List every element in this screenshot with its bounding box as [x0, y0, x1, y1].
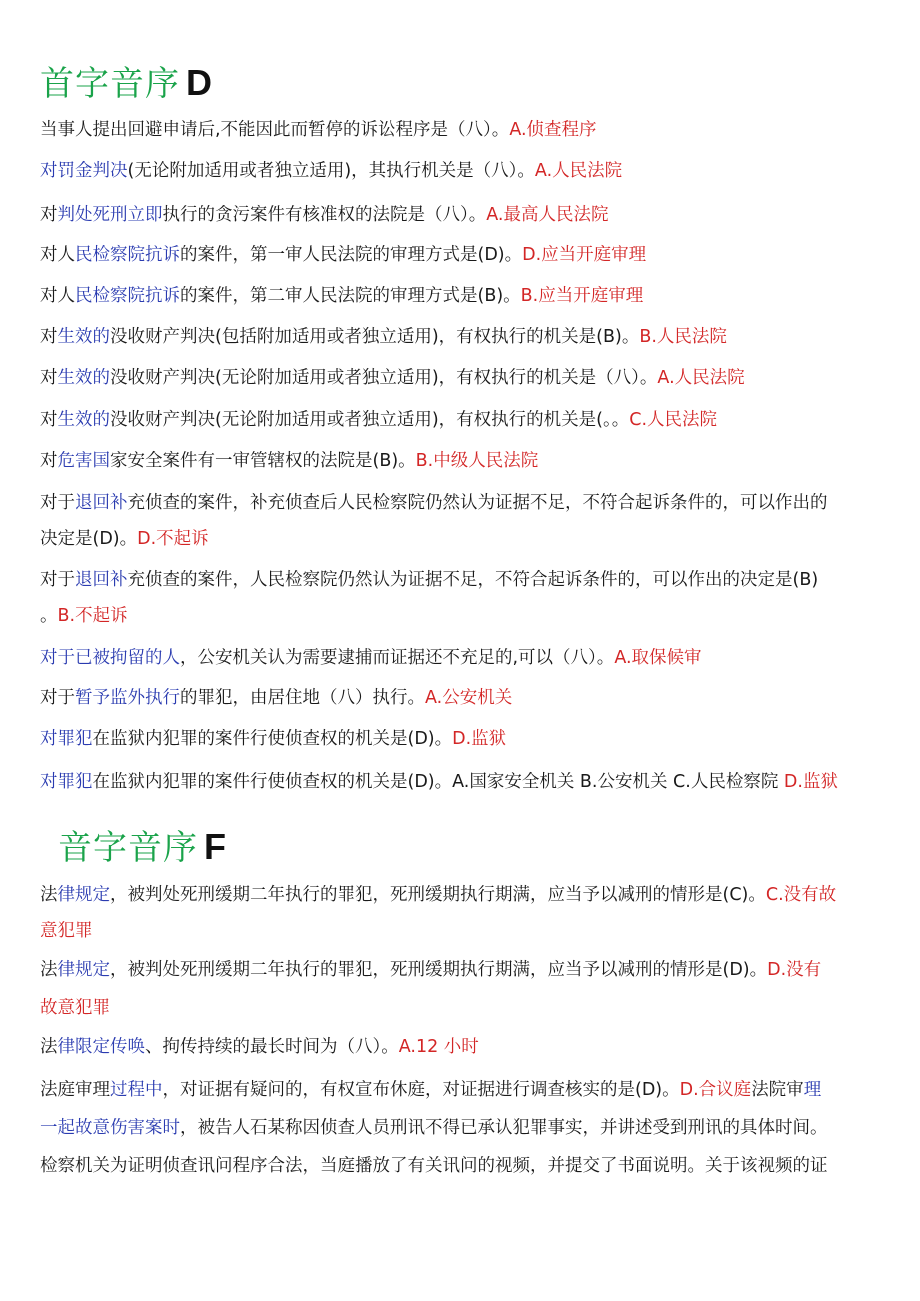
keyword-text: 生效的 [57, 368, 110, 388]
question-line [40, 920, 93, 942]
answer-text: C.人民法院 [629, 410, 718, 430]
keyword-text: 生效的 [57, 410, 110, 430]
answer-text: A.侦查程序 [509, 120, 597, 140]
question-line [40, 1117, 828, 1139]
section-heading-f [58, 820, 227, 869]
keyword-text: 一起故意伤害案时 [40, 1118, 180, 1138]
answer-text: D.不起诉 [137, 529, 209, 549]
question-line [40, 528, 209, 550]
keyword-text: 过程中 [110, 1080, 163, 1100]
question-line [40, 647, 702, 669]
question-text: 的罪犯，由居住地（八）执行。 [180, 688, 425, 708]
question-line [40, 285, 643, 307]
keyword-text: 民检察院抗诉 [75, 286, 180, 306]
question-line [40, 569, 818, 591]
answer-text: B.不起诉 [57, 606, 128, 626]
question-line [40, 1155, 828, 1177]
answer-text: 意犯罪 [40, 921, 93, 941]
question-text: 法庭审理 [40, 1080, 110, 1100]
question-line [40, 160, 622, 182]
question-text: 对人 [40, 286, 75, 306]
question-text: 的案件，第二审人民法院的审理方式是(B)。 [180, 286, 521, 306]
section-letter: D [186, 62, 213, 103]
section-heading-d [40, 56, 213, 105]
question-text: 的案件，第一审人民法院的审理方式是(D)。 [180, 245, 523, 265]
question-text: 对 [40, 368, 58, 388]
question-text: 对于 [40, 688, 75, 708]
answer-text: A.人民法院 [657, 368, 745, 388]
question-line [40, 959, 821, 981]
question-line [40, 687, 512, 709]
question-text: ，被判处死刑缓期二年执行的罪犯，死刑缓期执行期满，应当予以减刑的情形是(C)。 [110, 885, 766, 905]
question-text: 当事人提出回避申请后,不能因此而暂停的诉讼程序是（八）。 [40, 120, 510, 140]
question-line [40, 884, 836, 906]
question-text: 法 [40, 960, 58, 980]
section-title: 首字音序 [40, 64, 180, 104]
question-text: 没收财产判决(包括附加适用或者独立适用)，有权执行的机关是(B)。 [110, 327, 640, 347]
question-line [40, 409, 717, 431]
keyword-text: 退回补 [75, 570, 128, 590]
question-line [40, 605, 128, 627]
question-line [40, 326, 727, 348]
keyword-text: 暂予监外执行 [75, 688, 180, 708]
answer-text: A.人民法院 [534, 161, 623, 181]
answer-text: B.应当开庭审理 [520, 286, 644, 306]
answer-text: A.最高人民法院 [486, 205, 609, 225]
question-text: ，被告人石某称因侦查人员刑讯不得已承认犯罪事实，并讲述受到刑讯的具体时间。 [180, 1118, 828, 1138]
answer-text: B.人民法院 [639, 327, 727, 347]
keyword-text: 民检察院抗诉 [75, 245, 180, 265]
question-text: 检察机关为证明侦查讯问程序合法，当庭播放了有关讯问的视频，并提交了书面说明。关于该视频的证 [40, 1156, 828, 1176]
keyword-text: 理 [803, 1080, 822, 1100]
answer-text: D.应当开庭审理 [522, 245, 647, 265]
answer-text: A.12 小时 [398, 1037, 479, 1057]
question-text: ，被判处死刑缓期二年执行的罪犯，死刑缓期执行期满，应当予以减刑的情形是(D)。 [110, 960, 768, 980]
question-line [40, 771, 838, 793]
question-text: 没收财产判决(无论附加适用或者独立适用)，有权执行的机关是(。。 [110, 410, 630, 430]
question-text: 对 [40, 205, 58, 225]
question-text: 法 [40, 1037, 58, 1057]
answer-text: A.公安机关 [425, 688, 513, 708]
question-text: 法院审 [751, 1080, 804, 1100]
question-line [40, 244, 646, 266]
answer-text: D.监狱 [783, 772, 838, 792]
answer-text: A.取保候审 [614, 648, 702, 668]
question-line [40, 450, 538, 472]
keyword-text: 律限定传唤 [57, 1037, 145, 1057]
section-title: 音字音序 [58, 828, 198, 868]
question-line [40, 997, 110, 1019]
answer-text: D.合议庭 [679, 1080, 752, 1100]
question-line [40, 367, 745, 389]
question-text: 、拘传持续的最长时间为（八）。 [145, 1037, 399, 1057]
question-text: 决定是(D)。 [40, 529, 138, 549]
question-line [40, 204, 608, 226]
keyword-text: 对罚金判决 [40, 161, 128, 181]
question-text: 。 [40, 606, 58, 626]
keyword-text: 对于已被拘留的人 [40, 648, 180, 668]
question-line [40, 1079, 821, 1101]
question-text: ，对证据有疑问的，有权宣布休庭，对证据进行调查核实的是(D)。 [162, 1080, 680, 1100]
answer-text: 故意犯罪 [40, 998, 110, 1018]
question-text: 法 [40, 885, 58, 905]
question-line [40, 728, 506, 750]
question-text: 对于 [40, 570, 75, 590]
question-text: 没收财产判决(无论附加适用或者独立适用)，有权执行的机关是（八）。 [110, 368, 658, 388]
question-line [40, 119, 597, 141]
section-letter: F [204, 826, 227, 867]
question-line [40, 492, 828, 514]
keyword-text: 生效的 [57, 327, 110, 347]
keyword-text: 对罪犯 [40, 729, 93, 749]
answer-text: D.监狱 [452, 729, 507, 749]
answer-text: D.没有 [767, 960, 822, 980]
question-text: 对 [40, 327, 58, 347]
answer-text: C.没有故 [765, 885, 837, 905]
keyword-text: 对罪犯 [40, 772, 93, 792]
keyword-text: 危害国 [57, 451, 110, 471]
question-text: 家安全案件有一审管辖权的法院是(B)。 [110, 451, 416, 471]
keyword-text: 退回补 [75, 493, 128, 513]
question-line [40, 1036, 479, 1058]
keyword-text: 判处死刑立即 [57, 205, 163, 225]
question-text: 执行的贪污案件有核准权的法院是（八）。 [162, 205, 487, 225]
question-text: 充侦查的案件，补充侦查后人民检察院仍然认为证据不足，不符合起诉条件的，可以作出的 [127, 493, 828, 513]
keyword-text: 律规定 [57, 960, 110, 980]
answer-text: B.中级人民法院 [415, 451, 539, 471]
question-text: 在监狱内犯罪的案件行使侦查权的机关是(D)。A.国家安全机关 B.公安机关 C.人民检察院 [92, 772, 784, 792]
keyword-text: 律规定 [57, 885, 110, 905]
question-text: 对人 [40, 245, 75, 265]
question-text: (无论附加适用或者独立适用)，其执行机关是（八）。 [127, 161, 535, 181]
question-text: 对 [40, 410, 58, 430]
question-text: 充侦查的案件，人民检察院仍然认为证据不足，不符合起诉条件的，可以作出的决定是(B) [127, 570, 819, 590]
question-text: ，公安机关认为需要逮捕而证据还不充足的,可以（八）。 [180, 648, 615, 668]
question-text: 在监狱内犯罪的案件行使侦查权的机关是(D)。 [92, 729, 453, 749]
question-text: 对 [40, 451, 58, 471]
question-text: 对于 [40, 493, 75, 513]
